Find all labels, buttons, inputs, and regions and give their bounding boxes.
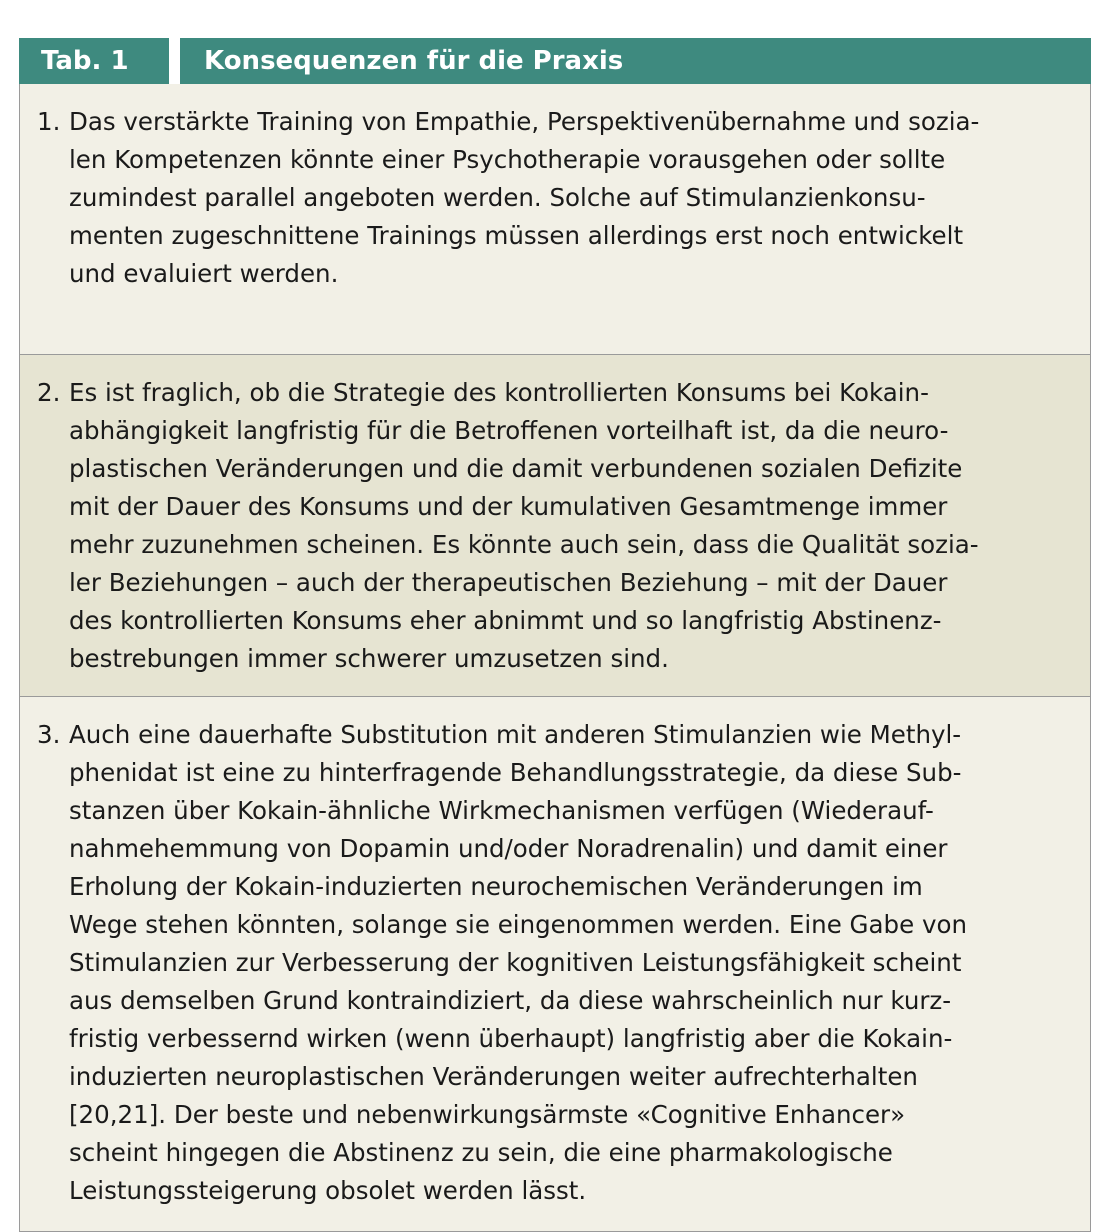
table-box [19, 38, 1091, 1232]
item-number: 3. [37, 720, 61, 749]
item-text: Das verstärkte Training von Empathie, Perspektivenübernahme und sozia- len Kompetenzen könnte einer Psychotherapie vorausgehen oder sollte zumindest parallel angeboten werden. Solche auf Stimulanzienkonsu- menten zugeschnittene Trainings müssen allerdings erst noch entwickelt und evaluiert werden. [69, 107, 980, 288]
table-body [19, 84, 1091, 1232]
table-row [20, 354, 1090, 696]
item-number: 1. [37, 107, 61, 136]
item-text: Auch eine dauerhafte Substitution mit anderen Stimulanzien wie Methyl- phenidat ist eine zu hinterfragende Behandlungsstrategie, da diese Sub- stanzen über Kokain-ähnliche Wirkmechanismen verfügen (Wiederauf- nahmehemmung von Dopamin und/oder Noradrenalin) und damit einer Erholung der Kokain-induzierten neurochemischen Veränderungen im Wege stehen könnten, solange sie eingenommen werden. Eine Gabe von Stimulanzien zur Verbesserung der kognitiven Leistungsfähigkeit scheint aus demselben Grund kontraindiziert, da diese wahrscheinlich nur kurz- fristig verbessernd wirken (wenn überhaupt) langfristig aber die Kokain- induzierten neuroplastischen Veränderungen weiter aufrechterhalten [20,21]. Der beste und nebenwirkungsärmste «Cognitive Enhancer» scheint hingegen die Abstinenz zu sein, die eine pharmakologische Leistungssteigerung obsolet werden lässt. [69, 720, 967, 1205]
table-title: Konsequenzen für die Praxis [180, 38, 1091, 84]
table-row [20, 84, 1090, 354]
item-text: Es ist fraglich, ob die Strategie des kontrollierten Konsums bei Kokain- abhängigkeit langfristig für die Betroffenen vorteilhaft ist, da die neuro- plastischen Veränderungen und die damit verbundenen sozialen Defizite mit der Dauer des Konsums und der kumulativen Gesamtmenge immer mehr zuzunehmen scheinen. Es könnte auch sein, dass die Qualität sozia- ler Beziehungen – auch der therapeutischen Beziehung – mit der Dauer des kontrollierten Konsums eher abnimmt und so langfristig Abstinenz- bestrebungen immer schwerer umzusetzen sind. [69, 378, 979, 673]
table-label: Tab. 1 [19, 38, 169, 84]
header-gap [169, 38, 180, 84]
table-header [19, 38, 1091, 84]
item-number: 2. [37, 378, 61, 407]
table-row [20, 696, 1090, 1231]
